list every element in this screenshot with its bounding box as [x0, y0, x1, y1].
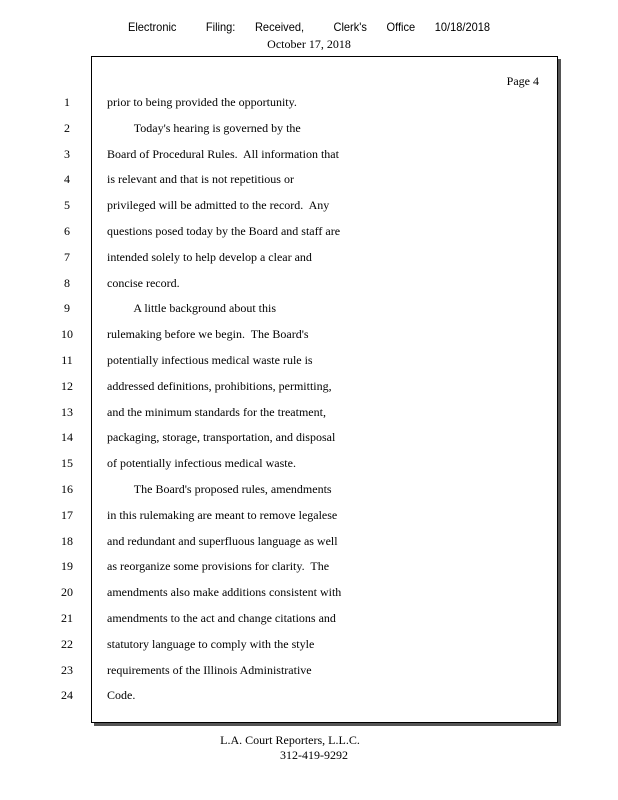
transcript-line: potentially infectious medical waste rule is — [107, 353, 313, 367]
transcript-line: Code. — [107, 688, 136, 702]
line-number: 7 — [64, 250, 70, 264]
line-number: 9 — [64, 301, 70, 315]
line-number: 13 — [61, 405, 73, 419]
line-number: 1 — [64, 95, 70, 109]
transcript-line: Board of Procedural Rules. All information that — [107, 147, 339, 161]
transcript-line: packaging, storage, transportation, and disposal — [107, 430, 336, 444]
transcript-line: intended solely to help develop a clear and — [107, 250, 312, 264]
line-number: 19 — [61, 559, 73, 573]
transcript-line: The Board's proposed rules, amendments — [107, 482, 332, 496]
filing-stamp: Electronic Filing: Received, Clerk's Office 10/18/2018 — [127, 20, 491, 34]
transcript-line: as reorganize some provisions for clarity. The — [107, 559, 330, 573]
transcript-line: of potentially infectious medical waste. — [107, 456, 296, 470]
line-number: 10 — [61, 327, 73, 341]
line-number: 21 — [61, 611, 73, 625]
line-number: 17 — [61, 508, 73, 522]
transcript-line: and the minimum standards for the treatment, — [107, 405, 326, 419]
line-number: 16 — [61, 482, 73, 496]
transcript-line: concise record. — [107, 276, 180, 290]
transcript-line: Today's hearing is governed by the — [107, 121, 301, 135]
line-number: 2 — [64, 121, 70, 135]
line-number: 12 — [61, 379, 73, 393]
transcript-line: amendments to the act and change citations and — [107, 611, 336, 625]
line-number: 15 — [61, 456, 73, 470]
line-number: 4 — [64, 172, 70, 186]
line-number: 8 — [64, 276, 70, 290]
line-number: 23 — [61, 663, 73, 677]
line-number: 24 — [61, 688, 73, 702]
page-number: Page 4 — [506, 74, 539, 88]
line-number: 6 — [64, 224, 70, 238]
line-number: 20 — [61, 585, 73, 599]
transcript-line: A little background about this — [107, 301, 276, 315]
transcript-line: in this rulemaking are meant to remove legalese — [107, 508, 338, 522]
court-reporter-name: L.A. Court Reporters, L.L.C. — [220, 733, 360, 747]
transcript-line: addressed definitions, prohibitions, permitting, — [107, 379, 332, 393]
line-number: 5 — [64, 198, 70, 212]
transcript-line: prior to being provided the opportunity. — [107, 95, 297, 109]
transcript-line: and redundant and superfluous language as well — [107, 534, 338, 548]
transcript-line: privileged will be admitted to the record. Any — [107, 198, 330, 212]
line-number: 3 — [64, 147, 70, 161]
line-number: 18 — [61, 534, 73, 548]
line-number: 14 — [61, 430, 73, 444]
transcript-line: statutory language to comply with the style — [107, 637, 315, 651]
transcript-line: rulemaking before we begin. The Board's — [107, 327, 309, 341]
court-reporter-phone: 312-419-9292 — [280, 748, 348, 762]
document-date: October 17, 2018 — [267, 37, 351, 51]
transcript-line: requirements of the Illinois Administrative — [107, 663, 312, 677]
transcript-line: is relevant and that is not repetitious or — [107, 172, 294, 186]
line-number: 22 — [61, 637, 73, 651]
transcript-line: amendments also make additions consistent with — [107, 585, 342, 599]
line-number: 11 — [61, 353, 73, 367]
transcript-line: questions posed today by the Board and staff are — [107, 224, 341, 238]
